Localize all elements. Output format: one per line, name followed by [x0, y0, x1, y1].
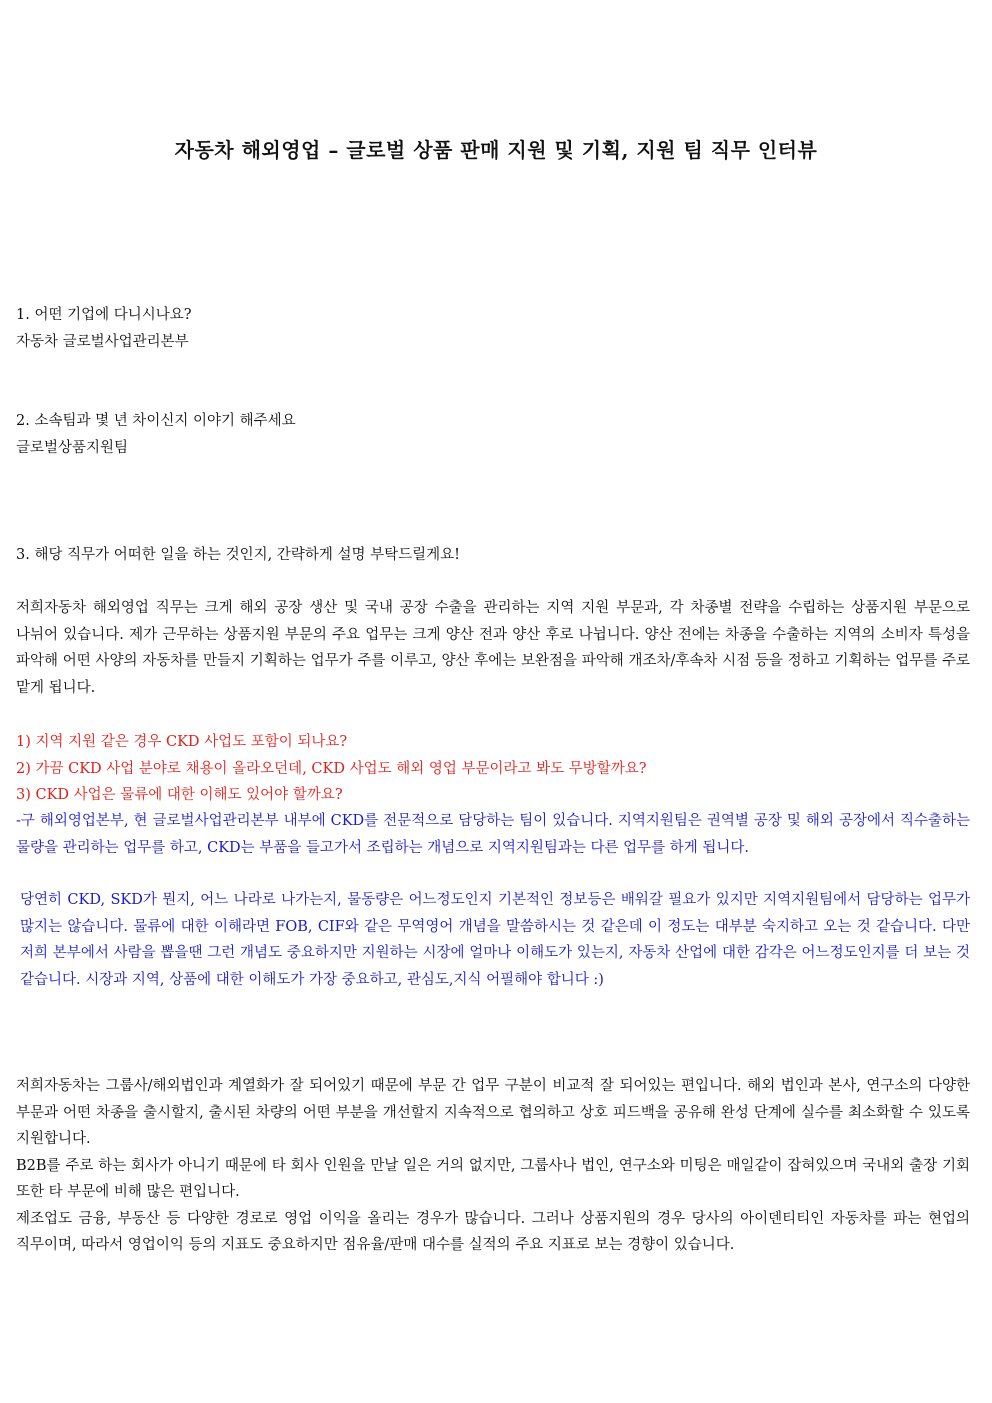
question-3: 3. 해당 직무가 어떠한 일을 하는 것인지, 간략하게 설명 부탁드릴게요! [16, 547, 460, 563]
question-1: 1. 어떤 기업에 다니시나요? [16, 307, 192, 323]
followup-question-1: 1) 지역 지원 같은 경우 CKD 사업도 포함이 되나요? [16, 734, 348, 750]
followup-question-2: 2) 가끔 CKD 사업 분야로 채용이 올라오던데, CKD 사업도 해외 영업 부문이라고 봐도 무방할까요? [16, 760, 647, 777]
question-1-block [16, 302, 970, 355]
answer-2: 글로벌상품지원팀 [16, 439, 129, 456]
closing-paragraph-1: 저희자동차는 그룹사/해외법인과 계열화가 잘 되어있기 때문에 부문 간 업무 구분이 비교적 잘 되어있는 편입니다. 해외 법인과 본사, 연구소의 다양한 부문과 어떤 차종을 출시할지, 출시된 차량의 어떤 부분을 개선할지 지속적으로 협의하고 상호 피드백을 공유해 완성 단계에 실수를 최소화할 수 있도록 지원합니다. [16, 1078, 970, 1147]
closing-paragraph-2: B2B를 주로 하는 회사가 아니기 때문에 타 회사 인원을 만날 일은 거의 없지만, 그룹사나 법인, 연구소와 미팅은 매일같이 잡혀있으며 국내외 출장 기회 또한 타 부문에 비해 많은 편입니다. [16, 1157, 970, 1200]
document-title: 자동차 해외영업 – 글로벌 상품 판매 지원 및 기획, 지원 팀 직무 인터뷰 [174, 138, 818, 162]
answer-1: 자동차 글로벌사업관리본부 [16, 333, 189, 350]
question-2: 2. 소속팀과 몇 년 차이신지 이야기 해주세요 [16, 413, 296, 429]
question-3-block [16, 542, 970, 569]
answer-3-paragraph: 저희자동차 해외영업 직무는 크게 해외 공장 생산 및 국내 공장 수출을 관리하는 지역 지원 부문과, 각 차종별 전략을 수립하는 상품지원 부문으로 나뉘어 있습니다. 제가 근무하는 상품지원 부문의 주요 업무는 크게 양산 전과 양산 후로 나뉩니다. 양산 전에는 차종을 수출하는 지역의 소비자 특성을 파악해 어떤 사양의 자동차를 만들지 기획하는 업무가 주를 이루고, 양산 후에는 보완점을 파악해 개조차/후속차 시점 등을 정하고 기획하는 업무를 주로 맡게 됩니다. [16, 600, 970, 696]
followup-question-3: 3) CKD 사업은 물류에 대한 이해도 있어야 할까요? [16, 787, 343, 803]
followup-answer-1: -구 해외영업본부, 현 글로벌사업관리본부 내부에 CKD를 전문적으로 담당하는 팀이 있습니다. 지역지원팀은 권역별 공장 및 해외 공장에서 직수출하는 물량을 관리하는 업무를 하고, CKD는 부품을 들고가서 조립하는 개념으로 지역지원팀과는 다른 업무를 하게 됩니다. [16, 813, 970, 856]
followup-answer-2: 당연히 CKD, SKD가 뭔지, 어느 나라로 나가는지, 물동량은 어느정도인지 기본적인 정보등은 배워갈 필요가 있지만 지역지원팀에서 담당하는 업무가 많지는 않습니다. 물류에 대한 이해라면 FOB, CIF와 같은 무역영어 개념을 말씀하시는 것 같은데 이 정도는 대부분 숙지하고 오는 것 같습니다. 다만 저희 본부에서 사람을 뽑을땐 그런 개념도 중요하지만 지원하는 시장에 얼마나 이해도가 있는지, 자동차 산업에 대한 감각은 어느정도인지를 더 보는 것 같습니다. 시장과 지역, 상품에 대한 이해도가 가장 중요하고, 관심도,지식 어필해야 합니다 :) [20, 892, 970, 988]
followup-questions [16, 729, 970, 809]
closing-section [16, 1073, 970, 1259]
closing-paragraph-3: 제조업도 금융, 부동산 등 다양한 경로로 영업 이익을 올리는 경우가 많습니다. 그러나 상품지원의 경우 당사의 아이덴티티인 자동차를 파는 현업의 직무이며, 따라서 영업이익 등의 지표도 중요하지만 점유율/판매 대수를 실적의 주요 지표로 보는 경향이 있습니다. [16, 1210, 970, 1253]
question-2-block [16, 408, 970, 461]
